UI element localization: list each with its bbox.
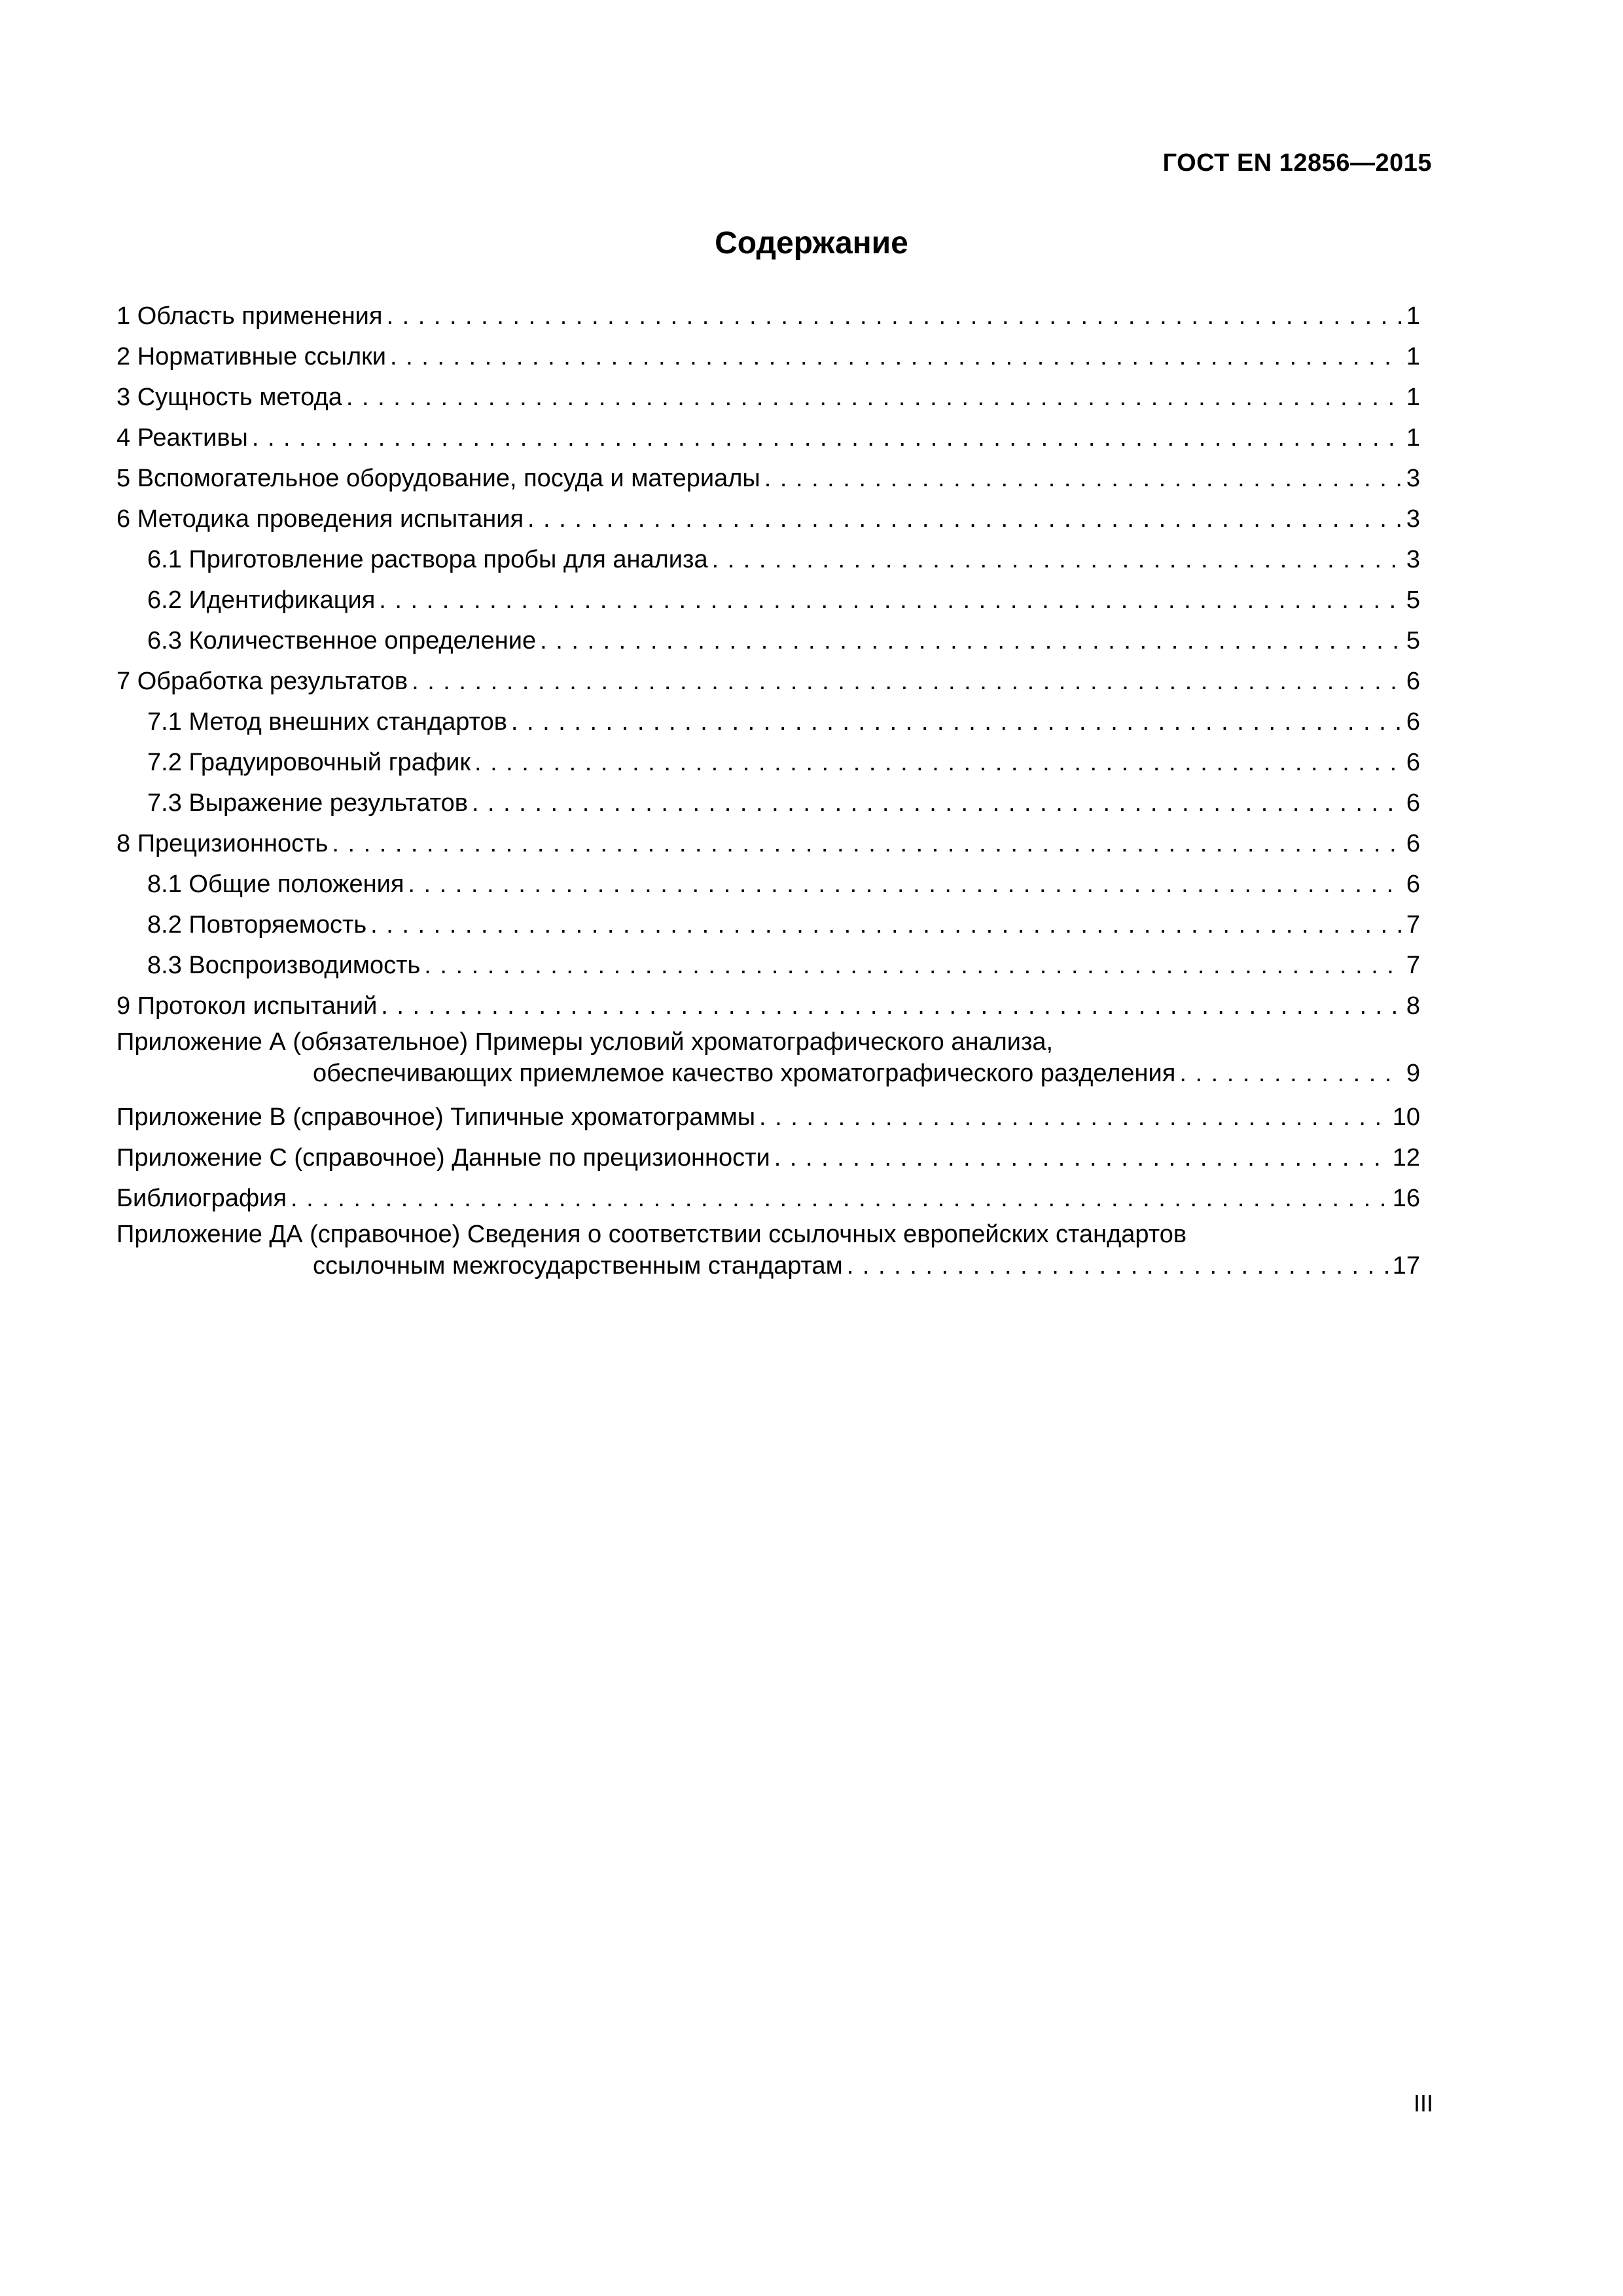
toc-entry-title: 3 Сущность метода: [116, 384, 342, 411]
toc-entry-page: 6: [1406, 708, 1420, 736]
toc-entry-page: 6: [1406, 830, 1420, 857]
toc-entry[interactable]: [116, 458, 1420, 499]
toc-entry-page: 16: [1392, 1185, 1420, 1212]
toc-entry[interactable]: [116, 783, 1420, 823]
dot-leader: [527, 499, 1402, 539]
toc-entry-title: 6 Методика проведения испытания: [116, 505, 524, 533]
toc-entry-title: 9 Протокол испытаний: [116, 992, 378, 1020]
dot-leader: [408, 864, 1402, 905]
toc-entry[interactable]: [116, 539, 1420, 580]
toc-entry[interactable]: [116, 377, 1420, 418]
dot-leader: [370, 905, 1402, 945]
toc-entry[interactable]: [116, 823, 1420, 864]
toc-entry-page: 10: [1392, 1103, 1420, 1131]
dot-leader: [764, 458, 1402, 499]
toc-entry-page: 1: [1406, 302, 1420, 330]
toc-entry[interactable]: [116, 905, 1420, 945]
toc-entry[interactable]: [116, 986, 1420, 1026]
dot-leader: [472, 783, 1402, 823]
toc-entry-title: 2 Нормативные ссылки: [116, 343, 386, 370]
toc-entry[interactable]: [116, 1097, 1420, 1138]
dot-leader: [774, 1138, 1389, 1178]
toc-entry-title: 1 Область применения: [116, 302, 383, 330]
dot-leader: [332, 823, 1402, 864]
dot-leader: [386, 296, 1402, 336]
toc-entry-page: 17: [1392, 1252, 1420, 1280]
toc-entry-page: 6: [1406, 749, 1420, 776]
toc-entry[interactable]: [116, 1138, 1420, 1178]
toc-entry-title: 8.1 Общие положения: [147, 870, 404, 898]
toc-entry[interactable]: [116, 742, 1420, 783]
toc-entry[interactable]: [116, 580, 1420, 620]
toc-entry[interactable]: [116, 620, 1420, 661]
toc-entry-page: 5: [1406, 586, 1420, 614]
toc-entry-page: 6: [1406, 789, 1420, 817]
toc-entry-page: 1: [1406, 424, 1420, 452]
toc-entry-page: 6: [1406, 870, 1420, 898]
standard-code: ГОСТ EN 12856—2015: [1162, 149, 1432, 177]
toc-entry[interactable]: [116, 1178, 1420, 1219]
toc-entry[interactable]: [116, 1026, 1420, 1097]
toc-entry-page: 3: [1406, 546, 1420, 573]
toc-entry-page: 7: [1406, 911, 1420, 939]
dot-leader: [412, 661, 1402, 702]
dot-leader: [474, 742, 1402, 783]
toc-entry-title: 7.3 Выражение результатов: [147, 789, 468, 817]
toc-entry-page: 5: [1406, 627, 1420, 655]
dot-leader: [759, 1097, 1389, 1138]
dot-leader: [291, 1178, 1389, 1219]
toc-entry-title-line2: обеспечивающих приемлемое качество хроматографического разделения: [313, 1060, 1176, 1087]
toc-entry-title: 6.2 Идентификация: [147, 586, 376, 614]
toc-entry-title: 8 Прецизионность: [116, 830, 329, 857]
toc-entry-page: 1: [1406, 384, 1420, 411]
toc-entry-title: 7.2 Градуировочный график: [147, 749, 471, 776]
dot-leader: [390, 336, 1402, 377]
dot-leader: [381, 986, 1402, 1026]
dot-leader: [1179, 1058, 1402, 1089]
toc-entry-title: 4 Реактивы: [116, 424, 248, 452]
toc-entry-title: Приложение В (справочное) Типичные хроматограммы: [116, 1103, 756, 1131]
dot-leader: [424, 945, 1402, 986]
dot-leader: [712, 539, 1402, 580]
toc-entry-page: 9: [1406, 1060, 1420, 1087]
table-of-contents: [116, 296, 1420, 1289]
toc-entry-page: 8: [1406, 992, 1420, 1020]
toc-entry-page: 12: [1392, 1144, 1420, 1172]
toc-entry[interactable]: [116, 702, 1420, 742]
dot-leader: [379, 580, 1402, 620]
dot-leader: [540, 620, 1402, 661]
toc-entry-page: 7: [1406, 952, 1420, 979]
toc-entry[interactable]: [116, 336, 1420, 377]
toc-entry-title: 7 Обработка результатов: [116, 668, 408, 695]
toc-entry[interactable]: [116, 296, 1420, 336]
dot-leader: [346, 377, 1402, 418]
toc-entry[interactable]: [116, 661, 1420, 702]
toc-entry-title: 5 Вспомогательное оборудование, посуда и материалы: [116, 465, 760, 492]
page-number: III: [1413, 2090, 1433, 2117]
toc-entry-page: 3: [1406, 465, 1420, 492]
toc-entry-title: 8.3 Воспроизводимость: [147, 952, 421, 979]
toc-entry[interactable]: [116, 418, 1420, 458]
dot-leader: [252, 418, 1402, 458]
toc-entry-title-line1: Приложение А (обязательное) Примеры условий хроматографического анализа,: [116, 1028, 1054, 1056]
toc-entry[interactable]: [116, 499, 1420, 539]
toc-entry-title: 7.1 Метод внешних стандартов: [147, 708, 507, 736]
toc-entry[interactable]: [116, 1219, 1420, 1289]
toc-entry-title: Библиография: [116, 1185, 287, 1212]
toc-entry-title: 8.2 Повторяемость: [147, 911, 367, 939]
dot-leader: [847, 1250, 1389, 1282]
toc-entry-title: 6.3 Количественное определение: [147, 627, 537, 655]
toc-entry-page: 6: [1406, 668, 1420, 695]
toc-entry-title-line2: ссылочным межгосударственным стандартам: [313, 1252, 843, 1280]
toc-entry-title-line1: Приложение ДА (справочное) Сведения о соответствии ссылочных европейских стандартов: [116, 1221, 1187, 1248]
toc-entry[interactable]: [116, 864, 1420, 905]
toc-entry-title: 6.1 Приготовление раствора пробы для анализа: [147, 546, 708, 573]
toc-entry-page: 1: [1406, 343, 1420, 370]
toc-entry-title: Приложение С (справочное) Данные по прецизионности: [116, 1144, 770, 1172]
toc-title: Содержание: [715, 226, 908, 260]
dot-leader: [511, 702, 1402, 742]
toc-entry-page: 3: [1406, 505, 1420, 533]
toc-entry[interactable]: [116, 945, 1420, 986]
